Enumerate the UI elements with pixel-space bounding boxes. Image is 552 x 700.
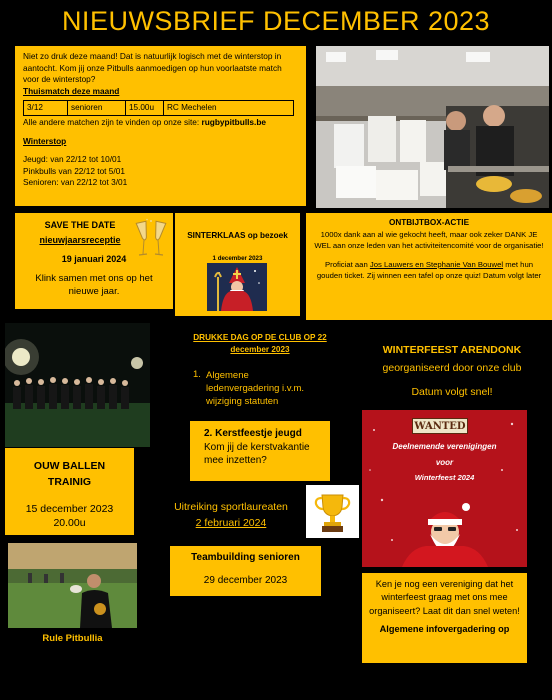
proficiat-suffix: met hun gouden ticket. Zij winnen een tafel op onze quiz! Datum volgt later (316, 260, 542, 280)
kerstfeestje-title (204, 427, 324, 441)
night-training-photo (5, 323, 150, 447)
winterstop-line: Pinkbulls van 22/12 tot 5/01 (23, 165, 125, 176)
breakfast-photo (316, 46, 549, 208)
winterstop-heading: Winterstop (23, 135, 67, 146)
intro-text: Niet zo druk deze maand! Dat is natuurlijk logisch met de winterstop in aantocht. Kom jij onze Pitbulls aanmoedigen op hun voorlaatste match voor de winterstop? (23, 51, 282, 85)
winterstop-line: Senioren: van 22/12 tot 3/01 (23, 177, 128, 188)
rule-caption: Rule Pitbullia (42, 633, 103, 644)
sinterklaas-picture (207, 263, 267, 311)
teambuilding-date: 29 december 2023 (203, 575, 288, 586)
ouw-ballen-time: 20.00u (53, 516, 86, 529)
drukke-dag-heading: DRUKKE DAG OP DE CLUB OP 22 december 2023 (193, 333, 327, 355)
winterfeest-question: Ken je nog een vereniging dat het winterfeest graag met ons mee organiseert? Laat dit dan snel weten! (369, 579, 520, 616)
wanted-poster (362, 410, 527, 567)
teambuilding-heading: Teambuilding senioren (191, 552, 300, 563)
kerstfeestje-box (190, 421, 330, 481)
poster-line-3: Winterfeest 2024 (414, 473, 475, 482)
match-date: 3/12 (24, 101, 68, 115)
ontbijtbox-box (306, 213, 552, 320)
agenda-item-1-text: Algemene ledenvergadering i.v.m. wijziging statuten (206, 370, 305, 408)
winners: Jos Lauwers en Stephanie Van Bouwel (369, 260, 504, 270)
page-title: NIEUWSBRIEF DECEMBER 2023 (61, 6, 491, 36)
match-table (23, 100, 294, 115)
ouw-ballen-date: 15 december 2023 (25, 502, 114, 515)
ouw-ballen-heading: OUW BALLEN TRAINIG (33, 460, 106, 488)
site-link[interactable]: rugbypitbulls.be (201, 116, 267, 127)
sinterklaas-date: 1 december 2023 (212, 255, 263, 262)
save-the-date-event: nieuwjaarsreceptie (39, 235, 121, 245)
table-row (24, 101, 294, 115)
ontbijtbox-text: 1000x dank aan al wie gekocht heeft, maar ook zeker DANK JE WEL aan onze leden van het activiteitencomité voor de organisatie! (314, 230, 544, 251)
intro-box (15, 46, 306, 206)
match-team: senioren (68, 101, 126, 115)
winterstop-list (23, 154, 298, 189)
winterstop-line: Jeugd: van 22/12 tot 10/01 (23, 154, 122, 165)
save-the-date-text: Klink samen met ons op het nieuwe jaar. (35, 273, 153, 298)
ontbijtbox-proficiat (313, 260, 545, 282)
other-matches-text: Alle andere matchen zijn te vinden op onze site: (23, 116, 202, 127)
agenda-item-2-title: Kerstfeestje jeugd (215, 428, 302, 439)
trophy-icon (306, 485, 359, 538)
agenda-item-2-number: 2. (204, 428, 213, 439)
winterfeest-subtitle: georganiseerd door onze club (382, 362, 522, 374)
winterfeest-note: Datum volgt snel! (411, 386, 493, 398)
sinterklaas-box (175, 213, 300, 316)
winterfeest-heading: WINTERFEEST ARENDONK (382, 344, 522, 356)
sportlaureaten-date: 2 februari 2024 (195, 516, 267, 529)
sportlaureaten-title: Uitreiking sportlaureaten (174, 501, 288, 513)
champagne-glasses-icon (134, 218, 168, 258)
ouw-ballen-box (5, 448, 134, 535)
match-opponent: RC Mechelen (164, 101, 294, 115)
agenda-item-1-number: 1. (193, 369, 201, 380)
proficiat-prefix: Proficiat aan (325, 260, 370, 270)
agenda-item-2-text: Kom jij de kerstvakantie mee inzetten? (204, 441, 310, 466)
sportlaureaten (158, 500, 304, 532)
save-the-date-date: 19 januari 2024 (61, 254, 127, 264)
home-match-heading: Thuismatch deze maand (23, 85, 120, 96)
other-matches (23, 117, 298, 129)
poster-line-1: Deelnemende verenigingen (392, 442, 497, 451)
poster-line-2: voor (435, 458, 454, 467)
sinterklaas-heading: SINTERKLAAS op bezoek (187, 231, 288, 240)
winterfeest-meeting: Algemene infovergadering op (379, 624, 510, 635)
winterfeest-question-box (362, 573, 527, 663)
wanted-label: WANTED (412, 418, 468, 434)
ontbijtbox-heading: ONTBIJTBOX-ACTIE (388, 218, 470, 227)
save-the-date-heading: SAVE THE DATE (44, 220, 116, 230)
match-time: 15.00u (126, 101, 164, 115)
teambuilding-box (170, 546, 321, 596)
rugby-player-photo (8, 543, 137, 628)
